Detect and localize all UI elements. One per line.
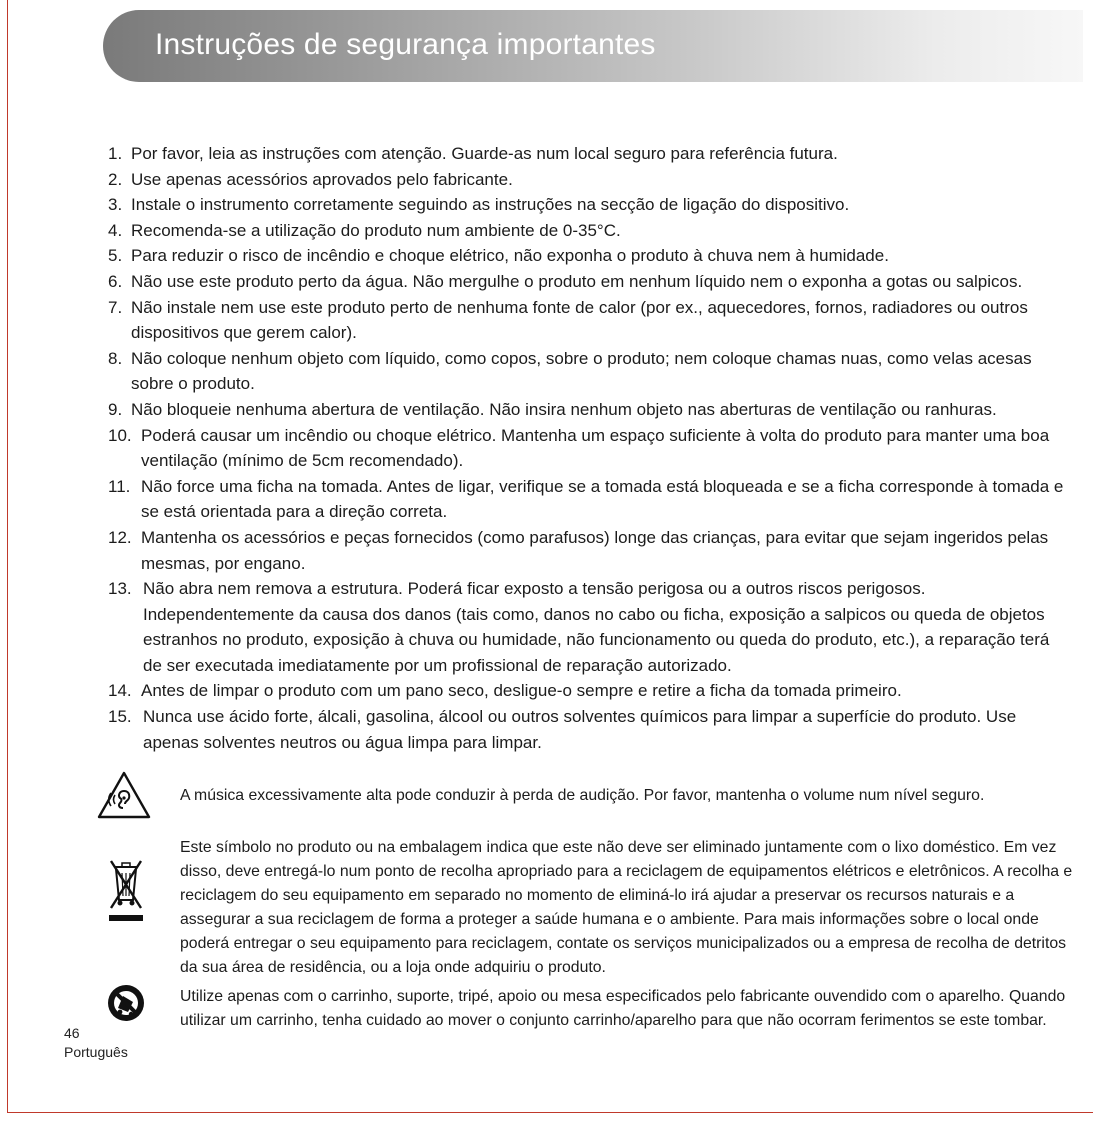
item-number: 4. [108,220,123,240]
item-text: Por favor, leia as instruções com atenção. Guarde-as num local seguro para referência futura. [131,144,838,163]
item-text: Nunca use ácido forte, álcali, gasolina, álcool ou outros solventes químicos para limpar a superfície do produto. Use apenas solventes neutros ou água limpa para limpar. [143,707,1017,752]
item-text: Não bloqueie nenhuma abertura de ventilação. Não insira nenhum objeto nas aberturas de ventilação ou ranhuras. [131,399,997,419]
item-text: Mantenha os acessórios e peças fornecidos (como parafusos) longe das crianças, para evitar que sejam ingeridos pelas mesmas, por engano. [141,527,1049,573]
list-item [108,704,1068,755]
item-number: 2. [108,169,123,189]
item-number: 8. [108,348,123,368]
item-text: Poderá causar um incêndio ou choque elétrico. Mantenha um espaço suficiente à volta do produto para manter uma boa ventilação (mínimo de 5cm recomendado). [141,425,1050,471]
page-frame-bottom [7,1112,1093,1113]
page-language: Português [64,1044,128,1060]
list-item [108,269,1068,295]
page-footer [64,1024,128,1062]
item-text: Antes de limpar o produto com um pano seco, desligue-o sempre e retire a ficha da tomada primeiro. [141,681,902,701]
cart-notice [96,985,1086,1035]
page-frame-left [7,0,8,1113]
list-item [108,678,1068,704]
list-item [108,141,1068,167]
item-number: 1. [108,144,123,163]
item-text: Instale o instrumento corretamente seguindo as instruções na secção de ligação do dispositivo. [131,195,850,215]
item-number: 10. [108,425,132,445]
item-number: 5. [108,246,123,266]
item-text: Não coloque nenhum objeto com líquido, como copos, sobre o produto; nem coloque chamas nuas, como velas acesas sobre o produto. [131,348,1032,394]
item-text: Para reduzir o risco de incêndio e choque elétrico, não exponha o produto à chuva nem à humidade. [131,246,889,266]
list-item [108,576,1068,678]
item-number: 15. [108,707,132,727]
item-text: Não use este produto perto da água. Não mergulhe o produto em nenhum líquido nem o exponha a gotas ou salpicos. [131,271,1023,291]
page-number: 46 [64,1025,80,1041]
crossed-bin-icon [108,856,144,928]
page-title: Instruções de segurança importantes [155,28,656,61]
list-item [108,218,1068,244]
list-item [108,167,1068,193]
item-number: 13. [108,579,132,599]
list-item [108,397,1068,423]
hearing-warning-icon [96,770,152,820]
list-item [108,525,1068,576]
item-text: Não instale nem use este produto perto de nenhuma fonte de calor (por ex., aquecedores, fornos, radiadores ou outros dispositivos que gerem calor). [131,297,1028,343]
item-text: Não abra nem remova a estrutura. Poderá ficar exposto a tensão perigosa ou a outros riscos perigosos. Independentemente da causa dos danos (tais como, danos no cabo ou ficha, exposição a salpicos ou queda de objetos estranhos no produto, exposição à chuva ou humidade, não funcionamento ou queda do produto, etc.), a reparação terá de ser executada imediatamente por um profissional de reparação autorizado. [143,579,1050,675]
cart-tipover-warning-icon [106,983,146,1023]
list-item [108,192,1068,218]
item-text: Recomenda-se a utilização do produto num ambiente de 0-35°C. [131,220,621,240]
list-item [108,243,1068,269]
hearing-notice-text: A música excessivamente alta pode conduzir à perda de audição. Por favor, mantenha o volume num nível seguro. [180,787,985,804]
list-item [108,346,1068,397]
list-item [108,474,1068,525]
item-number: 11. [108,476,131,496]
section-header-bar [103,10,1083,82]
item-number: 12. [108,527,132,547]
cart-notice-text: Utilize apenas com o carrinho, suporte, tripé, apoio ou mesa especificados pelo fabricante ouvendido com o aparelho. Quando utilizar um carrinho, tenha cuidado ao mover o conjunto carrinho/aparelho para que não ocorram ferimentos se este tombar. [180,988,1066,1029]
item-number: 9. [108,399,123,419]
list-item [108,295,1068,346]
hearing-notice [96,780,1086,828]
safety-instructions-list [108,141,1068,755]
item-number: 3. [108,195,123,215]
recycling-notice-text: Este símbolo no produto ou na embalagem indica que este não deve ser eliminado juntamente com o lixo doméstico. Em vez disso, deve entregá-lo num ponto de recolha apropriado para a reciclagem de equipamentos elétricos e eletrônicos. A recolha e reciclagem do seu equipamento em separado no momento de eliminá-lo irá ajudar a preservar os recursos naturais e a assegurar a sua reciclagem de forma a proteger a saúde humana e o ambiente. Para mais informações sobre o local onde poderá entregar o seu equipamento para reciclagem, contate os serviços municipalizados ou a empresa de recolha de detritos da sua área de residência, ou a loja onde adquiriu o produto. [180,839,1073,976]
item-text: Use apenas acessórios aprovados pelo fabricante. [131,169,513,189]
item-number: 7. [108,297,123,317]
item-text: Não force uma ficha na tomada. Antes de ligar, verifique se a tomada está bloqueada e se a ficha corresponde à tomada e se está orientada para a direção correta. [141,476,1064,522]
item-number: 14. [108,681,132,701]
item-number: 6. [108,271,123,291]
list-item [108,423,1068,474]
recycling-notice [96,836,1086,976]
